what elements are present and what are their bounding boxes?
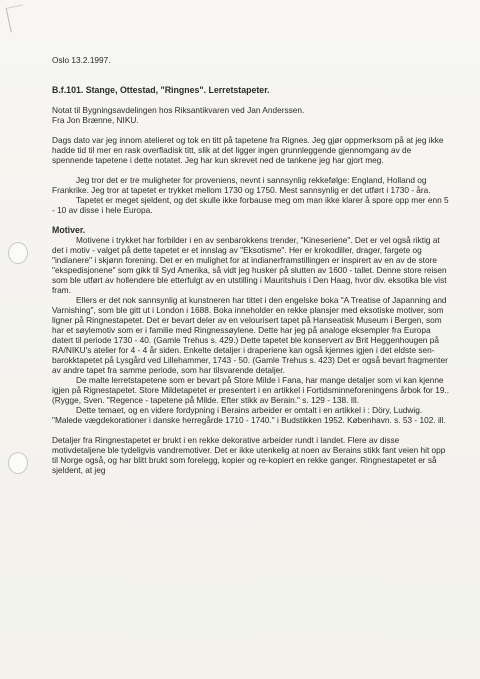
punch-hole-upper [8,242,28,264]
motiver-paragraph-3: De malte lerretstapetene som er bevart på Store Milde i Fana, har mange detaljer som vi kan kjenne igjen på Rignestapetet. Store Mildetapetet er presentert i en artikkel i Fortidsminneforeningens årbok for 19.. (Rygge, Sven. "Regence - tapetene på Milde. Efter stikk av Berain." s. 129 - 138. Ill. [52,375,450,405]
motiver-paragraph-2: Ellers er det nok sannsynlig at kunstneren har tittet i den engelske boka "A Treatise of Japanning and Varnishing", som ble gitt ut i London i 1688. Boka inneholder en rekke plansjer med eksotiske motiver, som ligner på Ringnestapetet. Det er bevart deler av en velourisert tapet på Hanseatisk Museum i Bergen, som har et søylemotiv som er i familie med Ringnessøylene. Dette har jeg på analoge eksempler fra Europa datert til periode 1730 - 40. (Gamle Trehus s. 429.) Dette tapetet ble konservert av Brit Heggenhougen på RA/NIKU's atelier for 4 - 4 år siden. Enkelte detaljer i draperiene kan også kjennes igjen i det eldste sen-barokktapetet på Lysgård ved Lillehammer, 1743 - 50. (Gamle Trehus s. 423) Det er også bevart fragmenter av andre tapet fra samme periode, som har tilsvarende detaljer. [52,295,448,375]
punch-hole-lower [8,452,28,474]
motiver-heading: Motiver. [52,225,86,235]
proveniens-paragraph-2: Tapetet er meget sjeldent, og det skulle ikke forbause meg om man ikke klarer å spore opp mer enn 5 - 10 av disse i hele Europa. [52,195,449,215]
notat-block [52,105,452,125]
proveniens-paragraph-1: Jeg tror det er tre muligheter for proveniens, nevnt i sannsynlig rekkefølge: England, Holland og Frankrike. Jeg tror at tapetet er trykket mellom 1730 og 1750. Mest sannsynlig er det utført i 1730 - åra. [52,175,431,195]
intro-paragraph: Dags dato var jeg innom atelieret og tok en titt på tapetene fra Rignes. Jeg gjør oppmerksom på at jeg ikke hadde tid til mer en rask overfladisk titt, slik at det ligger ingen grunnleggende gjennomgang av de spennende tapetene i dette notatet. Jeg har kun skrevet ned de tankene jeg har gjort meg. [52,135,444,165]
document-body [52,55,452,485]
corner-mark [6,5,28,33]
document-date: Oslo 13.2.1997. [52,55,111,65]
document-title: B.f.101. Stange, Ottestad, "Ringnes". Lerretstapeter. [52,85,270,95]
detaljer-paragraph: Detaljer fra Ringnestapetet er brukt i en rekke dekorative arbeider rundt i landet. Flere av disse motivdetaljene ble tydeligvis vandremotiver. Det er ikke utenkelig at noen av Berains stikk fant veien hit opp til Norge også, og har blitt brukt som forelegg, kopier og re-kopiert en rekke ganger. Ringnestapetet er så sjeldent, at jeg [52,435,446,475]
notat-line-2: Fra Jon Brænne, NIKU. [52,115,139,125]
motiver-paragraph-4: Dette temaet, og en videre fordypning i Berains arbeider er omtalt i en artikkel i : Döry, Ludwig. "Malede vægdekorationer i danske herregårde 1710 - 1740." i Budstikken 1952. København. s. 53 - 102. ill. [52,405,446,425]
motiver-paragraph-1: Motivene i trykket har forbilder i en av senbarokkens trender, "Kineseriene". Det er vel også riktig at det i motiv - valget på dette tapetet er et innslag av "Eksotisme". Her er krokodiller, drager, fargete og "indianere" i skjønn forening. Det er en mulighet for at indianerframstillingen er inspirert av en av de store "ekspedisjonene" som gikk til Syd Amerika, så vidt jeg husker på slutten av 1600 - tallet. Denne store reisen som ble utført av hollendere ble etterfulgt av en utstilling i Mauritshuis i Den Haag, hvor div. eksotika ble vist fram. [52,235,447,295]
notat-line-1: Notat til Bygningsavdelingen hos Riksantikvaren ved Jan Anderssen. [52,105,305,115]
